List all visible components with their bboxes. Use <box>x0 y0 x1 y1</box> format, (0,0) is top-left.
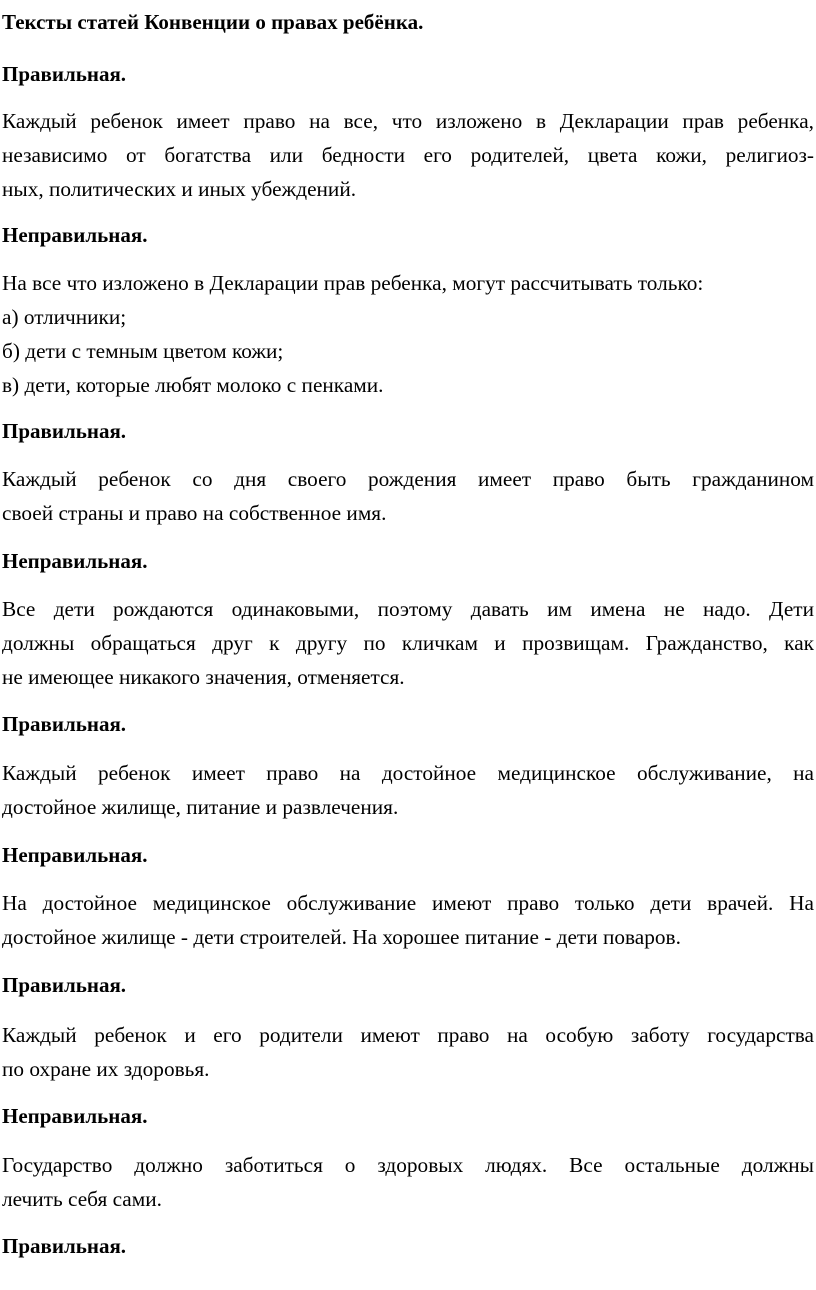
text-line: На все что изложено в Декларации прав ребенка, могут рассчитывать только: <box>2 271 704 295</box>
text-line: лечить себя сами. <box>2 1187 162 1211</box>
text-line: На достойное медицинское обслуживание имеют право только дети врачей. На <box>2 891 814 915</box>
label-correct-1: Правильная. <box>2 62 127 86</box>
paragraph-incorrect-3 <box>2 886 814 954</box>
label-correct-5: Правильная. <box>2 1234 127 1258</box>
text-line: достойное жилище - дети строителей. На хорошее питание - дети поваров. <box>2 925 681 949</box>
text-line: достойное жилище, питание и развлечения. <box>2 795 399 819</box>
text-line: Каждый ребенок имеет право на все, что изложено в Декларации прав ребенка, <box>2 109 814 133</box>
paragraph-correct-3 <box>2 756 814 824</box>
text-line: ных, политических и иных убеждений. <box>2 177 357 201</box>
paragraph-incorrect-1 <box>2 266 814 402</box>
label-incorrect-3: Неправильная. <box>2 843 148 867</box>
label-correct-2: Правильная. <box>2 419 127 443</box>
text-line: Каждый ребенок со дня своего рождения имеет право быть гражданином <box>2 467 814 491</box>
text-line: Все дети рождаются одинаковыми, поэтому давать им имена не надо. Дети <box>2 597 814 621</box>
paragraph-correct-4 <box>2 1018 814 1086</box>
label-incorrect-4: Неправильная. <box>2 1104 148 1128</box>
paragraph-incorrect-4 <box>2 1148 814 1216</box>
document-title: Тексты статей Конвенции о правах ребёнка. <box>2 10 424 34</box>
text-line: Каждый ребенок и его родители имеют право на особую заботу государства <box>2 1023 814 1047</box>
paragraph-correct-2 <box>2 462 814 530</box>
list-item: в) дети, которые любят молоко с пенками. <box>2 373 384 397</box>
text-line: Государство должно заботиться о здоровых людях. Все остальные должны <box>2 1153 814 1177</box>
text-line: должны обращаться друг к другу по кличкам и прозвищам. Гражданство, как <box>2 631 814 655</box>
text-line: по охране их здоровья. <box>2 1057 210 1081</box>
label-correct-3: Правильная. <box>2 712 127 736</box>
text-line: не имеющее никакого значения, отменяется. <box>2 665 405 689</box>
paragraph-incorrect-2 <box>2 592 814 694</box>
list-item: а) отличники; <box>2 305 127 329</box>
label-incorrect-2: Неправильная. <box>2 549 148 573</box>
paragraph-correct-1 <box>2 104 814 206</box>
label-correct-4: Правильная. <box>2 973 127 997</box>
list-item: б) дети с темным цветом кожи; <box>2 339 284 363</box>
text-line: независимо от богатства или бедности его родителей, цвета кожи, религиоз- <box>2 143 814 167</box>
label-incorrect-1: Неправильная. <box>2 223 148 247</box>
text-line: своей страны и право на собственное имя. <box>2 501 387 525</box>
text-line: Каждый ребенок имеет право на достойное медицинское обслуживание, на <box>2 761 814 785</box>
